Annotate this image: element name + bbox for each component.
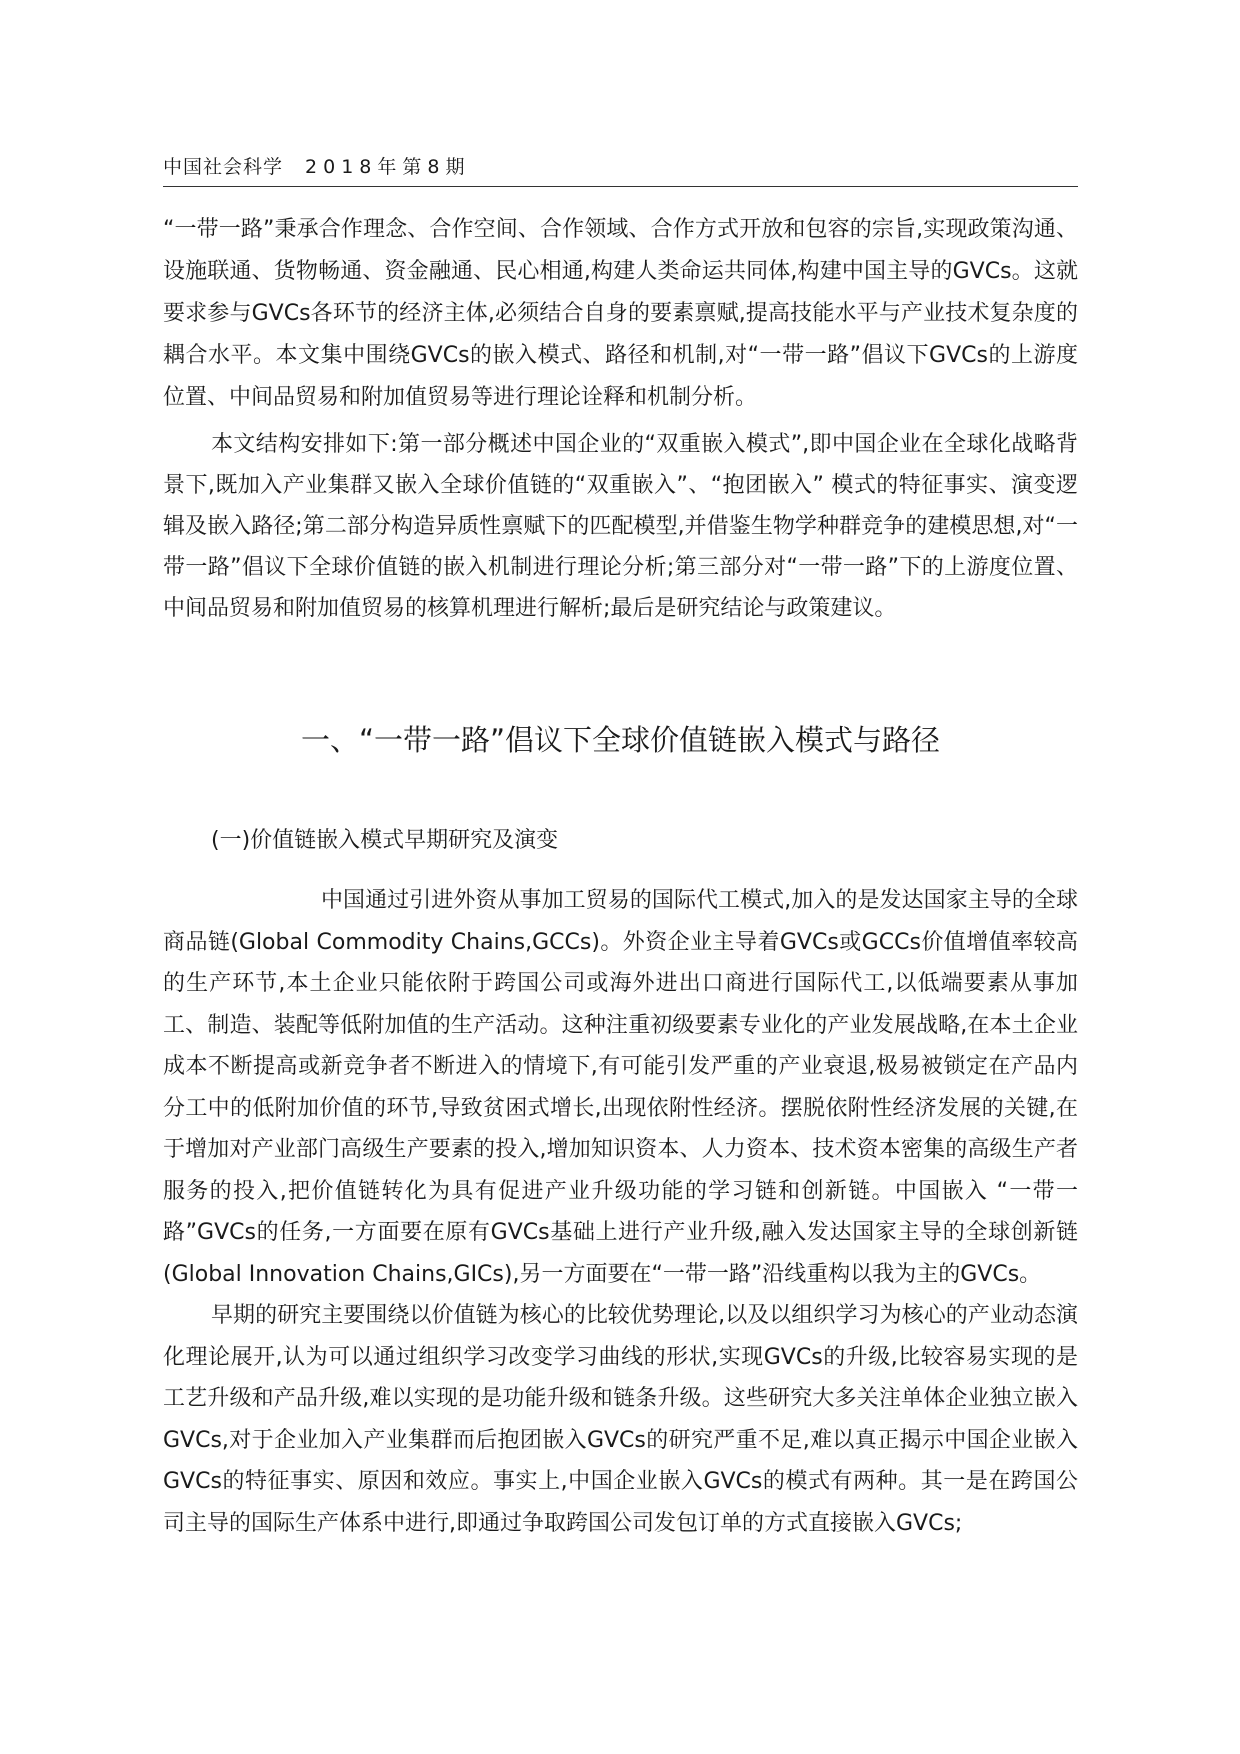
paragraph-text: 本文结构安排如下:第一部分概述中国企业的“双重嵌入模式”,即中国企业在全球化战略背景下,既加入产业集群又嵌入全球价值链的“双重嵌入”、“抱团嵌入” 模式的特征事实、演变逻辑及嵌入路径;第二部分构造异质性禀赋下的匹配模型,并借鉴生物学种群竞争的建模思想,对“一带一路”倡议下全球价值链的嵌入机制进行理论分析;第三部分对“一带一路”下的上游度位置、中间品贸易和附加值贸易的核算机理进行解析;最后是研究结论与政策建议。 [163,432,1078,621]
section-paragraph-2: 早期的研究主要围绕以价值链为核心的比较优势理论,以及以组织学习为核心的产业动态演化理论展开,认为可以通过组织学习改变学习曲线的形状,实现GVCs的升级,比较容易实现的是工艺升级和产品升级,难以实现的是功能升级和链条升级。这些研究大多关注单体企业独立嵌入GVCs,对于企业加入产业集群而后抱团嵌入GVCs的研究严重不足,难以真正揭示中国企业嵌入GVCs的特征事实、原因和效应。事实上,中国企业嵌入GVCs的模式有两种。其一是在跨国公司主导的国际生产体系中进行,即通过争取跨国公司发包订单的方式直接嵌入GVCs; [163,1303,1078,1536]
intro-paragraph-2 [163,424,1078,629]
intro-paragraph-1 [163,209,1078,419]
section-body [163,880,1078,1544]
paragraph-text: “一带一路”秉承合作理念、合作空间、合作领域、合作方式开放和包容的宗旨,实现政策沟通、设施联通、货物畅通、资金融通、民心相通,构建人类命运共同体,构建中国主导的GVCs。这就要求参与GVCs各环节的经济主体,必须结合自身的要素禀赋,提高技能水平与产业技术复杂度的耦合水平。本文集中围绕GVCs的嵌入模式、路径和机制,对“一带一路”倡议下GVCs的上游度位置、中间品贸易和附加值贸易等进行理论诠释和机制分析。 [163,217,1078,410]
journal-name: 中国社会科学 [163,156,284,178]
subsection-heading: (一)价值链嵌入模式早期研究及演变 [211,828,559,853]
section-paragraph-1: 中国通过引进外资从事加工贸易的国际代工模式,加入的是发达国家主导的全球商品链(Global Commodity Chains,GCCs)。外资企业主导着GVCs或GCCs价值增值率较高的生产环节,本土企业只能依附于跨国公司或海外进出口商进行国际代工,以低端要素从事加工、制造、装配等低附加值的生产活动。这种注重初级要素专业化的产业发展战略,在本土企业成本不断提高或新竞争者不断进入的情境下,有可能引发严重的产业衰退,极易被锁定在产品内分工中的低附加价值的环节,导致贫困式增长,出现依附性经济。摆脱依附性经济发展的关键,在于增加对产业部门高级生产要素的投入,增加知识资本、人力资本、技术资本密集的高级生产者服务的投入,把价值链转化为具有促进产业升级功能的学习链和创新链。中国嵌入 “一带一路”GVCs的任务,一方面要在原有GVCs基础上进行产业升级,融入发达国家主导的全球创新链(Global Innovation Chains,GICs),另一方面要在“一带一路”沿线重构以我为主的GVCs。 [163,888,1078,1287]
header-divider [163,186,1078,187]
running-header [163,152,1078,179]
issue-number: 2018年第8期 [305,156,471,178]
section-heading: 一、“一带一路”倡议下全球价值链嵌入模式与路径 [300,723,941,757]
